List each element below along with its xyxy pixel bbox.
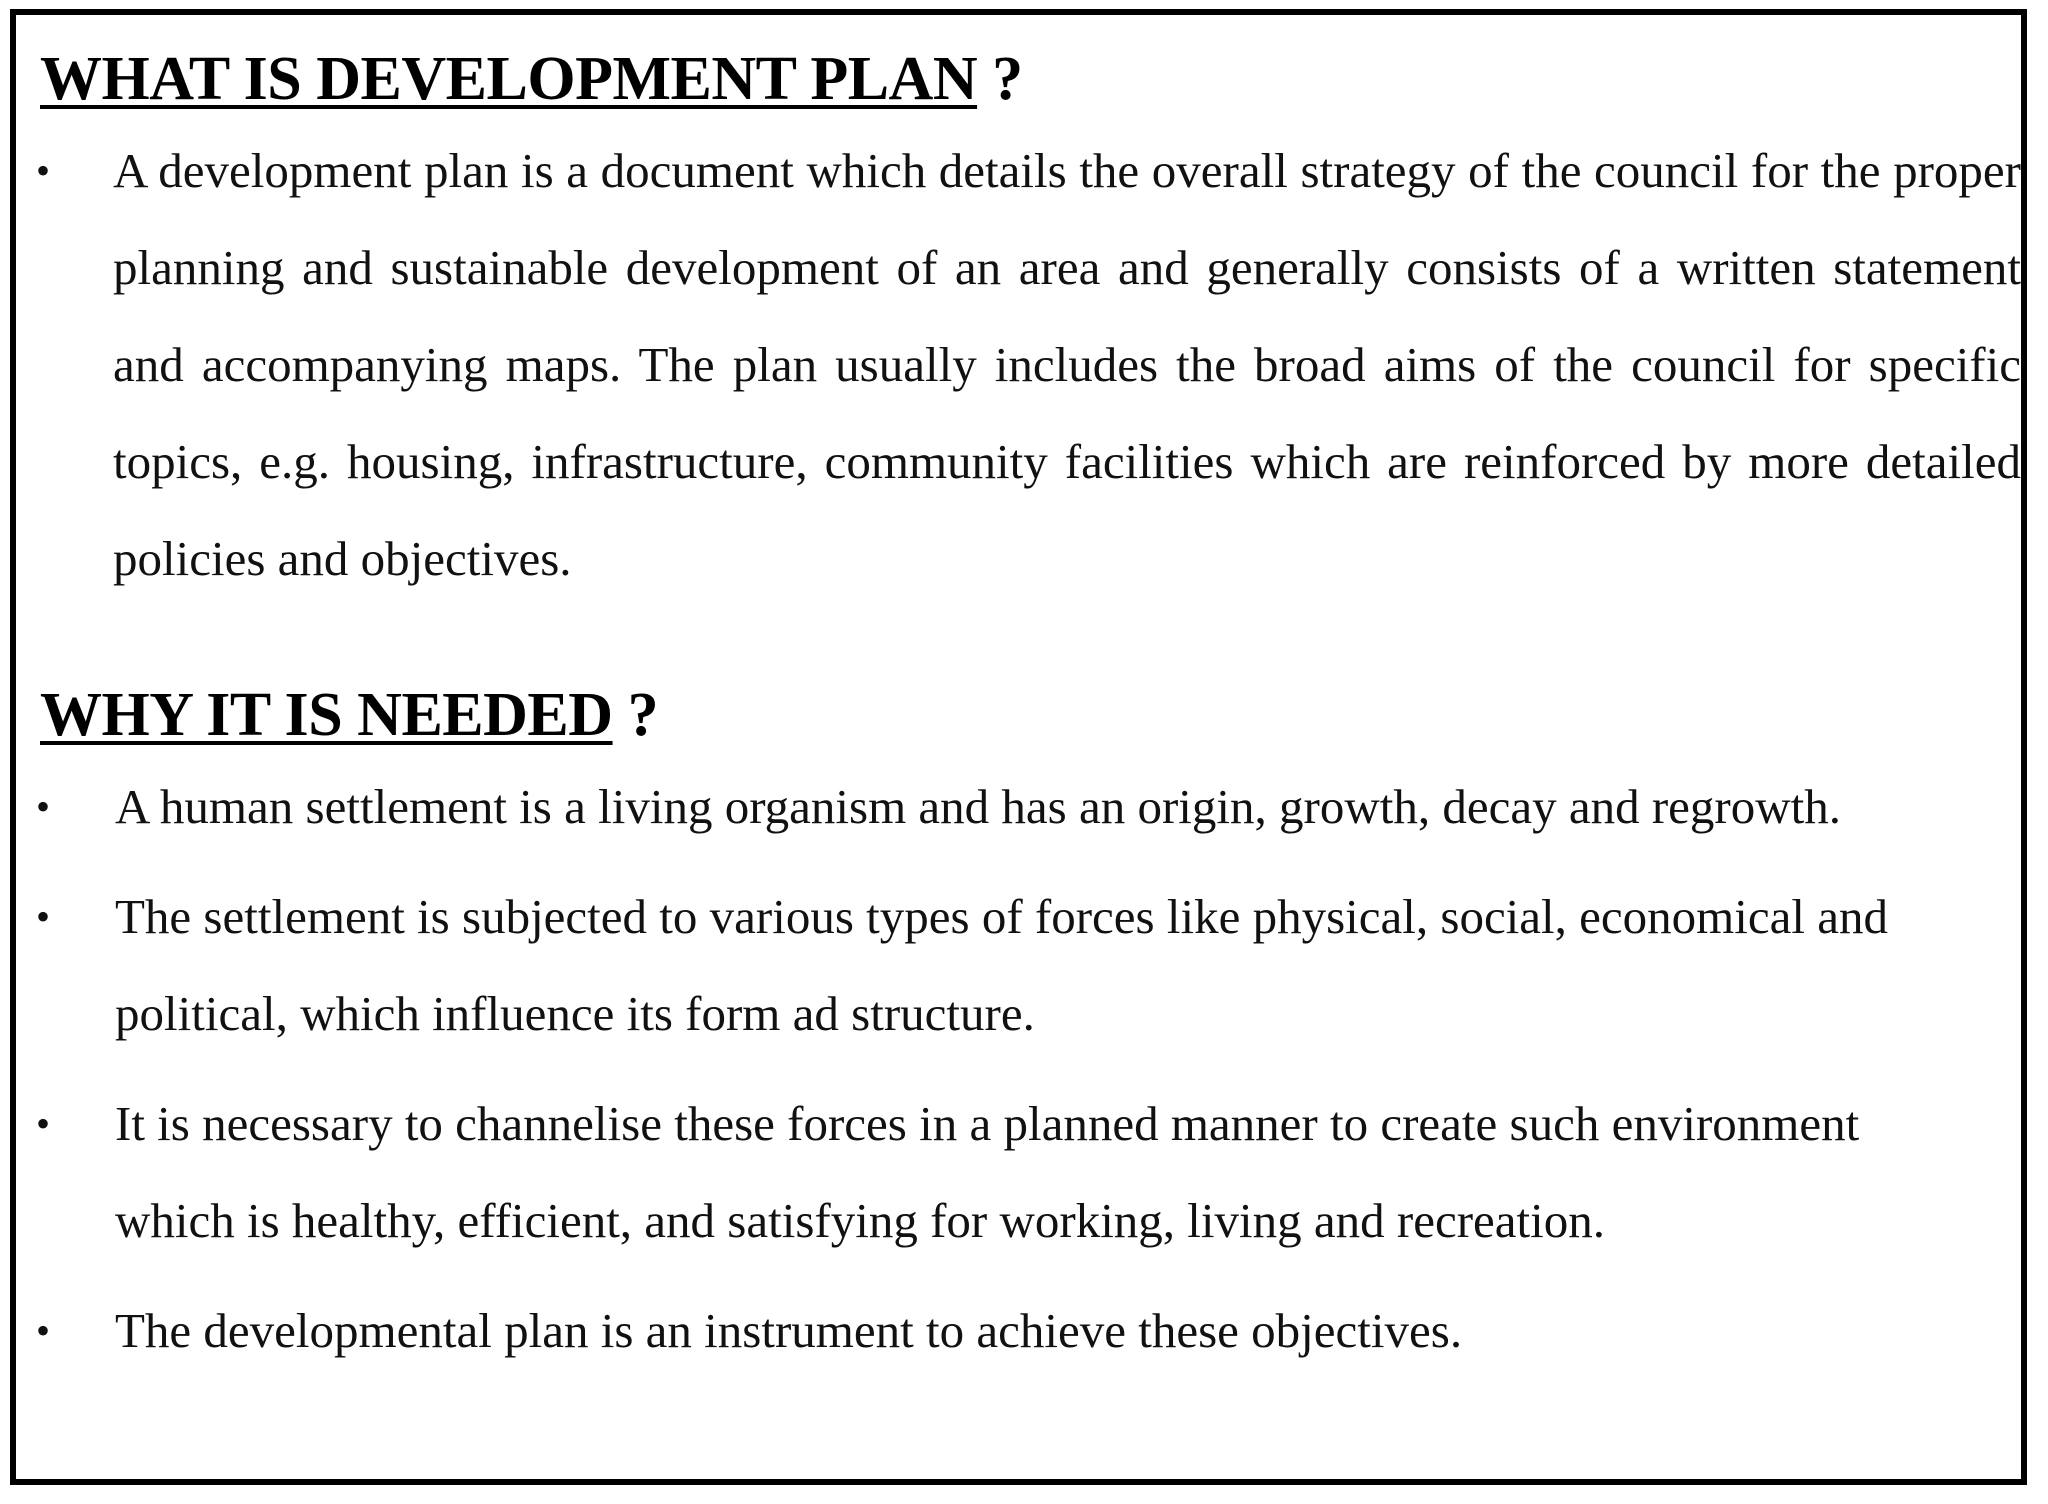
list-item (0, 122, 2021, 607)
bullet-icon: • (36, 784, 51, 829)
reason-text: The settlement is subjected to various types of forces like physical, social, economical and political, which influence its form ad structure. (115, 889, 1888, 1041)
reasons-list (0, 758, 2035, 1392)
list-item (0, 1075, 2035, 1269)
heading-question-mark: ? (612, 681, 659, 749)
heading-question-mark: ? (977, 45, 1023, 113)
bullet-icon: • (36, 1101, 51, 1146)
definition-text: A development plan is a document which details the overall strategy of the council for the proper planning and sustainable development of an area and generally consists of a written statement and accompanying maps. The plan usually includes the broad aims of the council for specific topics, e.g. housing, infrastructure, community facilities which are reinforced by more detailed policies and objectives. (113, 143, 2021, 586)
heading-what-is-development-plan (40, 45, 1023, 113)
heading-what-is-development-plan-text: WHAT IS DEVELOPMENT PLAN (40, 45, 978, 113)
list-item (0, 1282, 2035, 1379)
list-item (0, 868, 2035, 1062)
definition-list (0, 122, 2021, 607)
reason-text: The developmental plan is an instrument to achieve these objectives. (115, 1303, 1463, 1358)
bullet-icon: • (36, 1308, 51, 1353)
bullet-icon: • (36, 894, 51, 939)
bullet-icon: • (36, 148, 51, 193)
reason-text: It is necessary to channelise these forces in a planned manner to create such environment which is healthy, efficient, and satisfying for working, living and recreation. (115, 1096, 1860, 1248)
reason-text: A human settlement is a living organism and has an origin, growth, decay and regrowth. (115, 779, 1841, 834)
heading-why-it-is-needed-text: WHY IT IS NEEDED (40, 681, 613, 749)
heading-why-it-is-needed (40, 681, 659, 749)
list-item (0, 758, 2035, 855)
